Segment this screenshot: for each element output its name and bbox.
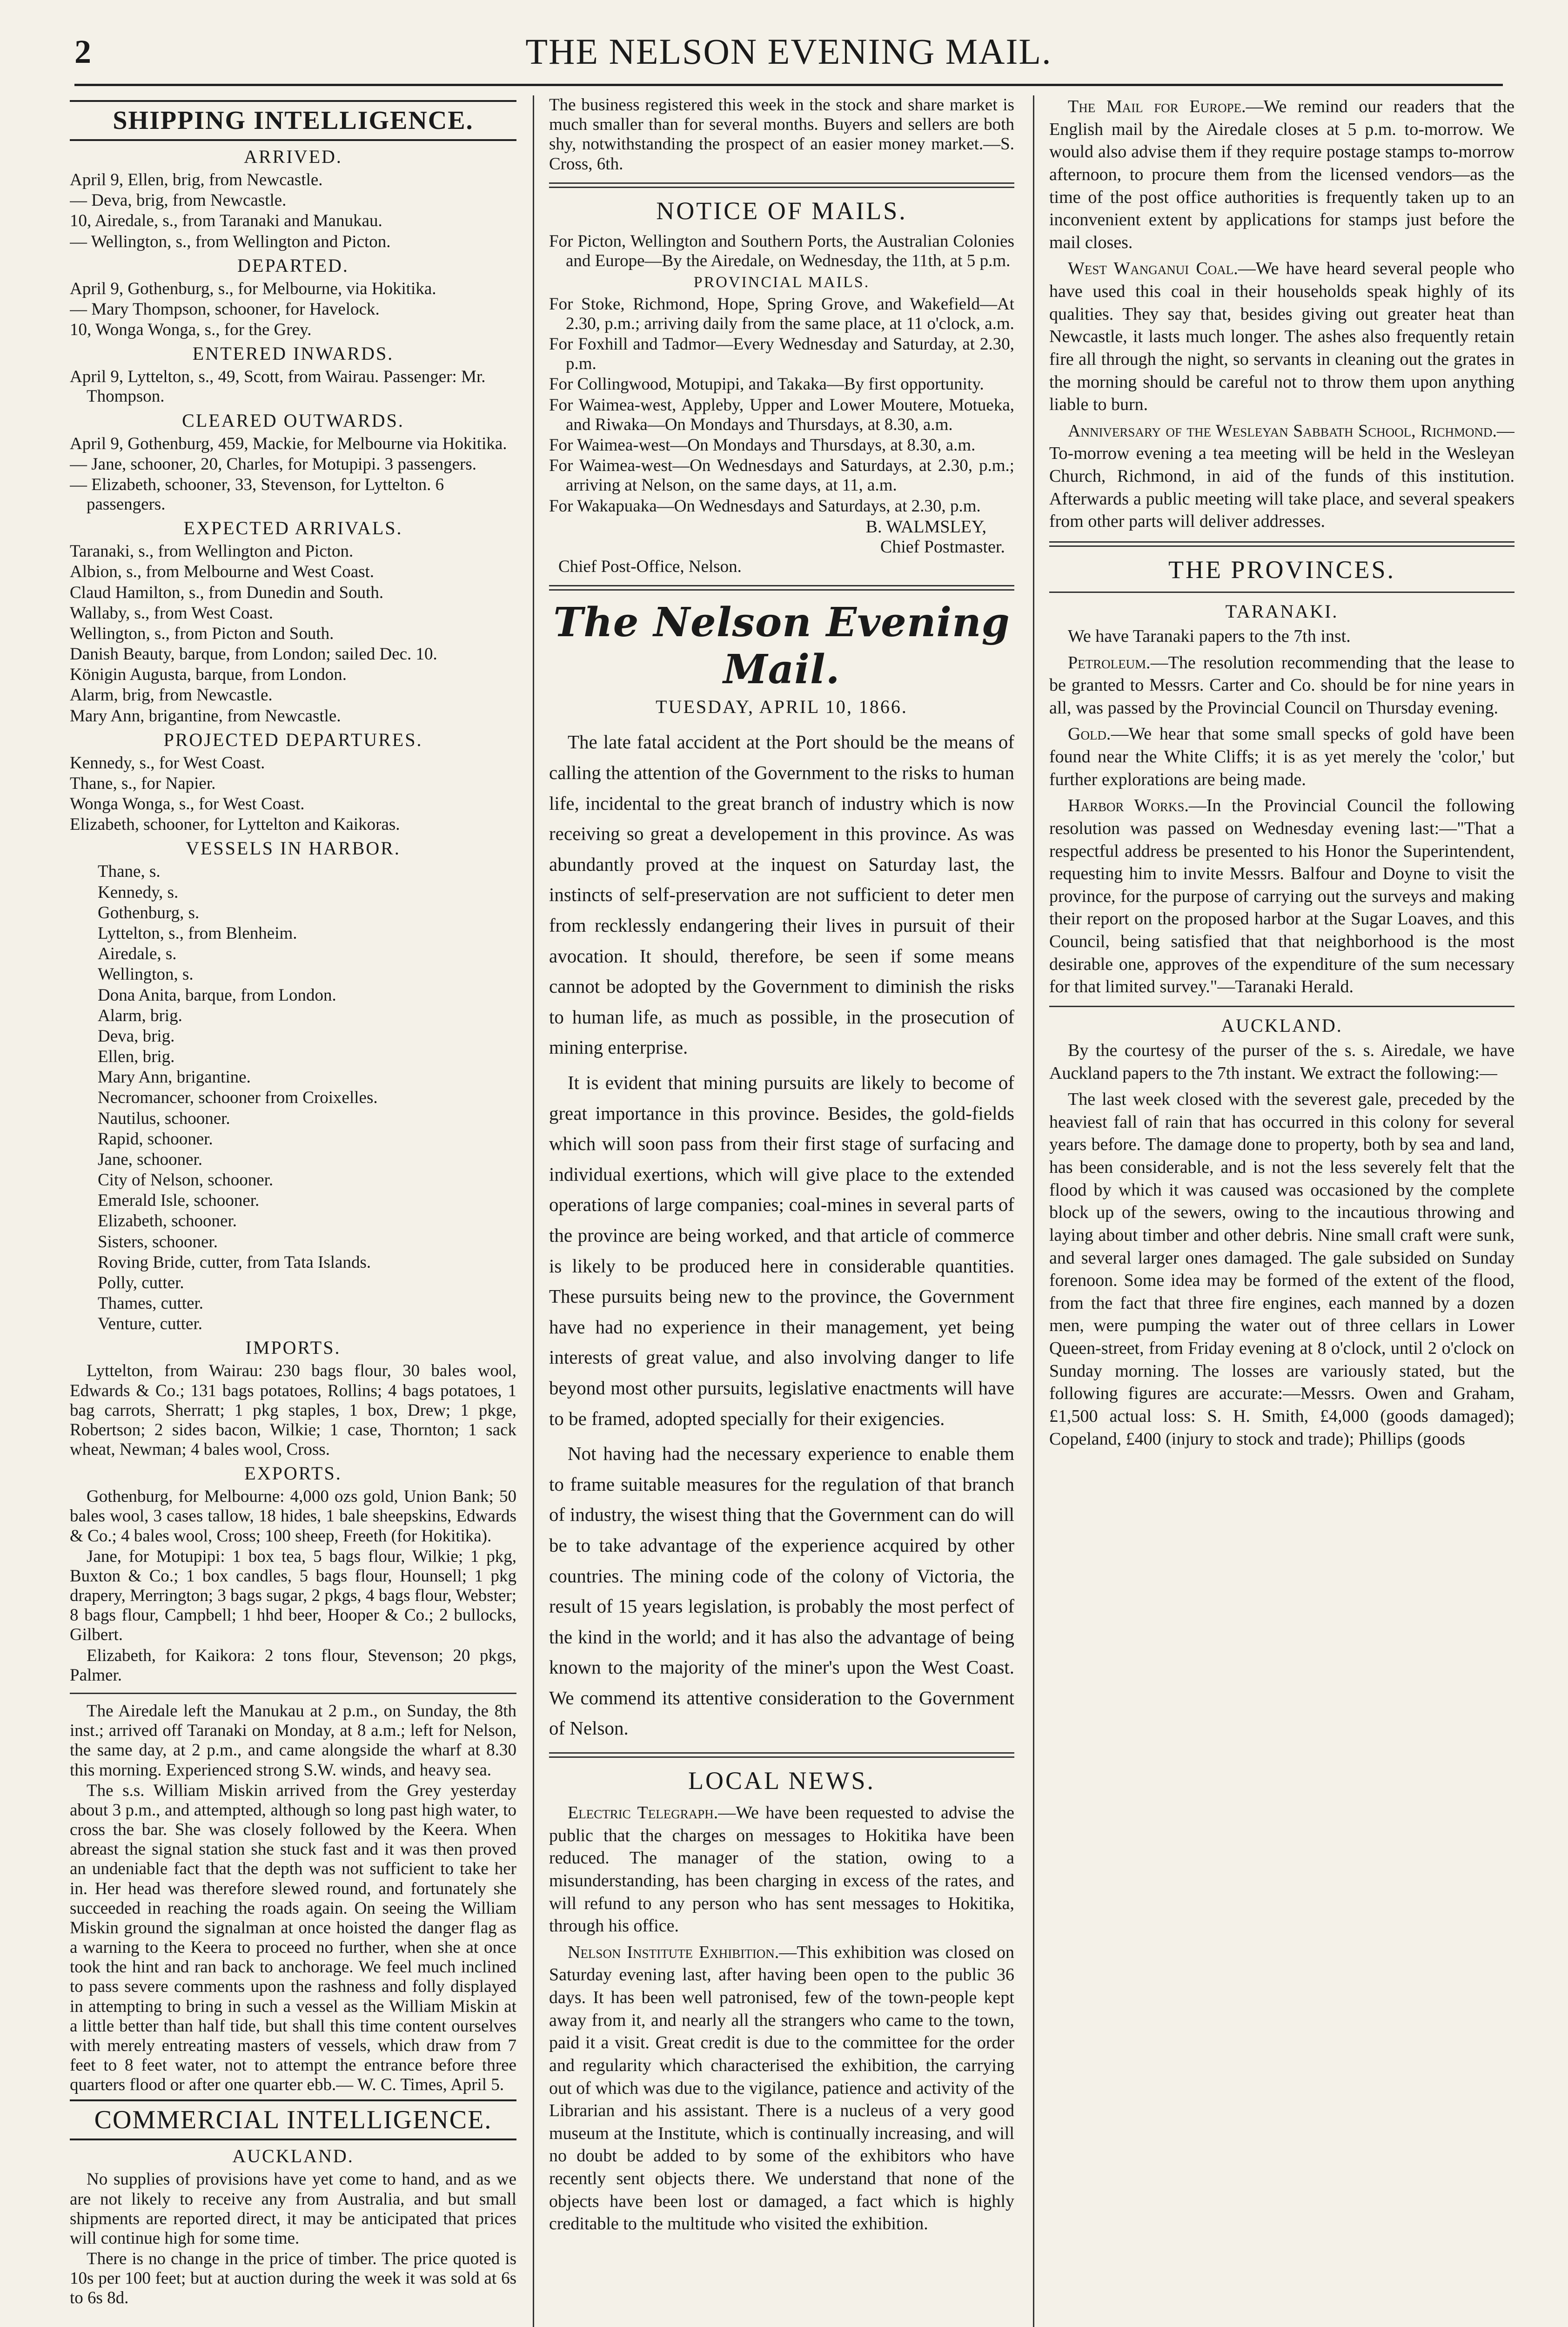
paragraph: Not having had the necessary experience to enable them to frame suitable measures for the regulation of that branch of industry, the wisest thing that the Government can do will be to take advantage of the experience acquired by other countries. The mining code of the colony of Victoria, the result of 15 years legislation, is probably the most perfect of the kind in the world; and it has also the advantage of being known to the majority of the miner's upon the West Coast. We commend its attentive consideration to the Government of Nelson.	[549, 1443, 1014, 1739]
news-item	[549, 1802, 1014, 1937]
paragraph: The last week closed with the severest gale, preceded by the heaviest fall of rain that has occurred in this colony for several years before. The damage done to property, both by sea and land, has been considerable, and is not the less severely felt that the flood by which it was caused was occasioned by the complete block up of the sewers, owing to the incautious throwing and laying about timber and other debris. Nine small craft were sunk, and several larger ones damaged. The gale subsided on Sunday forenoon. Some idea may be formed of the extent of the flood, from the fact that three fire engines, each manned by a dozen men, were pumping the water out of three cellars in Lower Queen-street, from Friday evening at 8 o'clock, until 2 o'clock on Sunday morning. The losses are variously stated, but the following figures are accurate:—Messrs. Owen and Graham, £1,500 actual loss: S. H. Smith, £4,000 (goods damaged); Copeland, £400 (injury to stock and trade); Phillips (goods	[1049, 1090, 1514, 1449]
imports-heading: IMPORTS.	[245, 1337, 341, 1359]
list-item: Alarm, brig, from Newcastle.	[70, 686, 273, 705]
list-item: Gothenburg, for Melbourne: 4,000 ozs gold, Union Bank; 50 bales wool, 3 cases tallow, 18 hides, 1 bale sheepskins, Edwards & Co.; 4 bales wool, Cross; 100 sheep, Freeth (for Hokitika).	[70, 1487, 516, 1546]
news-text: —We remind our readers that the English mail by the Airedale closes at 5 p.m. to-morrow. We would also advise them if they require postage stamps to-morrow afternoon, to procure them from the licensed vendors—as the time of the post office authorities is frequently taken up to an inconvenient extent by applications for stamps just before the mail closes.	[1049, 97, 1514, 252]
section-rule	[1049, 592, 1514, 593]
exports-list	[70, 1487, 516, 1685]
list-item: April 9, Ellen, brig, from Newcastle.	[70, 170, 323, 189]
list-item: 10, Airedale, s., from Taranaki and Manukau.	[70, 211, 382, 231]
news-text: —This exhibition was closed on Saturday evening last, after having been open to the public 36 days. It has been well patronised, few of the town-people kept away from it, and nearly all the strangers who came to the town, paid it a visit. Great credit is due to the committee for the order and regularity which characterised the exhibition, the carrying out of which was due to the vigilance, patience and activity of the Librarian and his assistant. There is a nucleus of a very good museum at the Institute, which is continually increasing, and will no doubt be added to by some of the exhibitors who have recently sent objects there. We understand that none of the objects have been lost or damaged, a fact which is highly creditable to the multitude who visited the exhibition.	[549, 1942, 1014, 2234]
list-item: Airedale, s.	[98, 944, 177, 964]
news-lead: West Wanganui Coal.	[1068, 259, 1238, 279]
local-news-heading: LOCAL NEWS.	[688, 1767, 875, 1795]
list-item: Necromancer, schooner from Croixelles.	[98, 1088, 378, 1108]
list-item: Wellington, s.	[98, 965, 194, 984]
news-lead: Nelson Institute Exhibition.	[568, 1942, 779, 1962]
post-office: Chief Post-Office, Nelson.	[558, 557, 742, 577]
list-item: Mary Ann, brigantine.	[98, 1068, 251, 1087]
mails-body	[549, 232, 1014, 577]
commercial-continued	[549, 95, 1014, 174]
list-item: Gothenburg, s.	[98, 903, 200, 922]
list-item: For Waimea-west—On Mondays and Thursdays, at 8.30, a.m.	[549, 435, 976, 455]
entered-heading: ENTERED INWARDS.	[192, 343, 394, 364]
auckland-heading: AUCKLAND.	[1221, 1015, 1343, 1036]
paragraph: By the courtesy of the purser of the s. s. Airedale, we have Auckland papers to the 7th instant. We extract the following:—	[1049, 1040, 1514, 1083]
news-item	[1049, 420, 1514, 533]
commercial-subheading: AUCKLAND.	[232, 2145, 354, 2167]
list-item: Dona Anita, barque, from London.	[98, 985, 336, 1005]
masthead-rule	[74, 84, 1503, 86]
list-item: Nautilus, schooner.	[98, 1109, 230, 1128]
imports-list	[70, 1361, 516, 1459]
list-item: Polly, cutter.	[98, 1273, 184, 1292]
list-item: Elizabeth, for Kaikora: 2 tons flour, Stevenson; 20 pkgs, Palmer.	[70, 1646, 516, 1685]
signer-name: B. WALMSLEY,	[865, 517, 986, 537]
departed-heading: DEPARTED.	[237, 255, 349, 276]
section-rule	[549, 182, 1014, 188]
news-text: —We have heard several people who have used this coal in their households speak highly of its qualities. They say that, besides giving out greater heat than Newcastle, it lasts much longer. The ashes also frequently retain fire all through the night, so servants in cleaning out the grates in the morning should be careful not to throw them upon anything liable to burn.	[1049, 259, 1514, 415]
list-item: Rapid, schooner.	[98, 1129, 213, 1149]
list-item: Thane, s.	[98, 862, 161, 881]
news-text: —We hear that some small specks of gold have been found near the White Cliffs; it is as yet merely the 'color,' but further explorations are being made.	[1049, 724, 1514, 789]
list-item: 10, Wonga Wonga, s., for the Grey.	[70, 320, 312, 340]
list-item: For Foxhill and Tadmor—Every Wednesday and Saturday, at 2.30, p.m.	[549, 335, 1014, 374]
commercial-heading: COMMERCIAL INTELLIGENCE.	[70, 2099, 516, 2140]
list-item: Sisters, schooner.	[98, 1232, 218, 1251]
taranaki-body	[1049, 625, 1514, 998]
section-rule	[549, 585, 1014, 591]
local-news-body	[549, 1802, 1014, 2235]
paragraph: The business registered this week in the stock and share market is much smaller than for several months. Buyers and sellers are both shy, notwithstanding the prospect of an easier money market.—S. Cross, 6th.	[549, 95, 1014, 174]
column-divider	[1033, 95, 1034, 2327]
local-news-continued	[1049, 95, 1514, 533]
nameplate: The Nelson Evening Mail.	[553, 599, 1010, 693]
news-text: —The resolution recommending that the lease to be granted to Messrs. Carter and Co. should be for nine years in all, was passed by the Provincial Council on Thursday evening.	[1049, 652, 1514, 718]
list-item: Thane, s., for Napier.	[70, 773, 216, 793]
section-rule	[1049, 541, 1514, 547]
paragraph: There is no change in the price of timber. The price quoted is 10s per 100 feet; but at auction during the week it was sold at 6s to 6s 8d.	[70, 2249, 516, 2308]
newspaper-title: THE NELSON EVENING MAIL.	[525, 31, 1052, 72]
list-item: Danish Beauty, barque, from London; sailed Dec. 10.	[70, 645, 437, 664]
section-rule	[70, 1693, 516, 1694]
projected-heading: PROJECTED DEPARTURES.	[163, 729, 423, 750]
paragraph: The s.s. William Miskin arrived from the Grey yesterday about 3 p.m., and attempted, although so long past high water, to cross the bar. She was closely followed by the Keera. When abreast the signal station she stuck fast and it was then proved an undeniable fact that the depth was not sufficient to take her in. Her head was therefore slewed round, and fortunately she succeeded in reaching the roads again. On seeing the William Miskin ground the signalman at once hoisted the danger flag as a warning to the Keera to proceed no further, when she at once took the hint and ran back to anchorage. We feel much inclined to pass severe comments upon the rashness and folly displayed in attempting to bring in such a vessel as the William Miskin at a little better than half tide, but shall this time content ourselves with merely entreating masters of vessels, which draw from 7 feet to 8 feet water, not to attempt the entrance before three quarters flood or after one quarter ebb.— W. C. Times, April 5.	[70, 1781, 516, 2095]
list-item: Wellington, s., from Picton and South.	[70, 624, 334, 643]
auckland-body	[1049, 1039, 1514, 1450]
mails-heading: NOTICE OF MAILS.	[656, 196, 907, 225]
signer-title: Chief Postmaster.	[880, 537, 1005, 557]
arrived-heading: ARRIVED.	[244, 146, 342, 167]
news-item	[549, 1941, 1014, 2235]
news-item	[1049, 652, 1514, 720]
commercial-body	[70, 2170, 516, 2308]
list-item: Albion, s., from Melbourne and West Coast.	[70, 562, 375, 582]
column-3	[1049, 95, 1514, 2327]
list-item: For Waimea-west—On Wednesdays and Saturdays, at 2.30, p.m.; arriving at Nelson, on the same days, at 11, a.m.	[549, 456, 1014, 495]
exports-heading: EXPORTS.	[244, 1463, 342, 1484]
departed-list	[70, 279, 516, 340]
list-item: Taranaki, s., from Wellington and Picton.	[70, 542, 354, 561]
taranaki-heading: TARANAKI.	[1225, 600, 1339, 622]
list-item: For Wakapuaka—On Wednesdays and Saturdays, at 2.30, p.m.	[549, 496, 981, 516]
expected-heading: EXPECTED ARRIVALS.	[183, 518, 403, 539]
column-divider	[533, 95, 534, 2327]
news-item	[1049, 95, 1514, 254]
list-item: City of Nelson, schooner.	[98, 1170, 274, 1190]
paragraph: No supplies of provisions have yet come to hand, and as we are not likely to receive any from Australia, and but small shipments are reported direct, it may be anticipated that prices will continue high for some time.	[70, 2170, 516, 2248]
list-item: Claud Hamilton, s., from Dunedin and South.	[70, 583, 384, 602]
arrived-list	[70, 170, 516, 252]
list-item: — Elizabeth, schooner, 33, Stevenson, for Lyttelton. 6 passengers.	[70, 475, 444, 514]
list-item: Jane, for Motupipi: 1 box tea, 5 bags flour, Wilkie; 1 pkg, Buxton & Co.; 1 box candles, 5 bags flour, Hounsell; 1 pkg drapery, Merrington; 3 bags sugar, 2 pkgs, 4 bags flour, Webster; 8 bags flour, Campbell; 1 hhd beer, Hooper & Co.; 2 bullocks, Gilbert.	[70, 1547, 516, 1645]
shipping-notes	[70, 1702, 516, 2095]
list-item: — Wellington, s., from Wellington and Picton.	[70, 232, 391, 251]
projected-list	[70, 753, 516, 835]
masthead	[74, 28, 1503, 79]
page-number: 2	[74, 33, 91, 70]
list-item: Elizabeth, schooner, for Lyttelton and Kaikoras.	[70, 815, 400, 834]
list-item: Jane, schooner.	[98, 1150, 203, 1169]
list-item: Emerald Isle, schooner.	[98, 1191, 260, 1211]
provincial-mails-heading: PROVINCIAL MAILS.	[693, 274, 870, 291]
list-item: Kennedy, s., for West Coast.	[70, 753, 265, 773]
list-item: Kennedy, s.	[98, 882, 179, 902]
paragraph: The Airedale left the Manukau at 2 p.m., on Sunday, the 8th inst.; arrived off Taranaki on Monday, at 8 a.m.; left for Nelson, the same day, at 2 p.m., and came alongside the wharf at 8.30 this morning. Experienced strong S.W. winds, and heavy sea.	[70, 1702, 516, 1780]
list-item: — Jane, schooner, 20, Charles, for Motupipi. 3 passengers.	[70, 454, 477, 474]
list-item: Wallaby, s., from West Coast.	[70, 603, 273, 623]
list-item: — Mary Thompson, schooner, for Havelock.	[70, 299, 380, 319]
list-item: Venture, cutter.	[98, 1314, 202, 1334]
cleared-heading: CLEARED OUTWARDS.	[182, 410, 404, 431]
dateline: TUESDAY, APRIL 10, 1866.	[656, 696, 908, 718]
paragraph: We have Taranaki papers to the 7th inst.	[1068, 626, 1351, 646]
news-lead: Gold.	[1068, 724, 1111, 744]
news-lead: Harbor Works.	[1068, 796, 1189, 816]
news-lead: Anniversary of the Wesleyan Sabbath School, Richmond.	[1068, 421, 1497, 441]
harbor-list	[70, 862, 516, 1334]
list-item: For Collingwood, Motupipi, and Takaka—By first opportunity.	[549, 375, 984, 394]
news-text: —To-morrow evening a tea meeting will be held in the Wesleyan Church, Richmond, in aid of the funds of this institution. Afterwards a public meeting will take place, and several speakers from other parts will deliver addresses.	[1049, 421, 1514, 531]
list-item: Ellen, brig.	[98, 1047, 175, 1067]
list-item: Königin Augusta, barque, from London.	[70, 665, 347, 685]
shipping-heading: SHIPPING INTELLIGENCE.	[70, 100, 516, 141]
column-1	[70, 95, 516, 2327]
list-item: Deva, brig.	[98, 1026, 175, 1046]
list-item: April 9, Gothenburg, s., for Melbourne, via Hokitika.	[70, 279, 436, 298]
section-rule	[549, 1752, 1014, 1758]
news-text: —We have been requested to advise the public that the charges on messages to Hokitika have been reduced. The manager of the station, owing to a misunderstanding, has been charging in excess of the rates, and will refund to any person who has sent messages to Hokitika, through his office.	[549, 1803, 1014, 1936]
list-item: Mary Ann, brigantine, from Newcastle.	[70, 706, 341, 726]
list-item: Wonga Wonga, s., for West Coast.	[70, 794, 305, 814]
list-item: For Stoke, Richmond, Hope, Spring Grove, and Wakefield—At 2.30, p.m.; arriving daily from the same place, at 11 o'clock, a.m.	[549, 294, 1014, 333]
cleared-list	[70, 434, 516, 515]
news-lead: The Mail for Europe.	[1068, 97, 1246, 116]
paragraph: For Picton, Wellington and Southern Ports, the Australian Colonies and Europe—By the Airedale, on Wednesday, the 11th, at 5 p.m.	[549, 231, 1014, 270]
list-item: Elizabeth, schooner.	[98, 1211, 237, 1231]
news-item	[1049, 723, 1514, 791]
news-item	[1049, 257, 1514, 416]
section-rule	[1049, 1006, 1514, 1007]
editorial-body	[549, 727, 1014, 1744]
provinces-heading: THE PROVINCES.	[1168, 555, 1396, 584]
news-lead: Petroleum.	[1068, 652, 1151, 673]
harbor-heading: VESSELS IN HARBOR.	[186, 838, 401, 859]
news-text: —In the Provincial Council the following resolution was passed on Wednesday evening last:—"That a respectful address be presented to his Honor the Superintendent, requesting him to invite Messrs. Balfour and Doyne to visit the province, for the purpose of carrying out the surveys and making their report on the proposed harbor at the Sugar Loaves, and this Council, being satisfied that that neighborhood is the most desirable one, approves of the expenditure of the sum necessary for that limited survey."—Taranaki Herald.	[1049, 796, 1514, 997]
paragraph: It is evident that mining pursuits are likely to become of great importance in this province. Besides, the gold-fields which will soon pass from their first stage of surfacing and individual exertions, which will give place to the extended operations of large companies; coal-mines in several parts of the province are being worked, and that article of commerce is likely to be produced here in considerable quantities. These pursuits being new to the province, the Government have had no experience in their management, yet being interests of great value, and also involving danger to life beyond most other pursuits, legislative enactments will have to be framed, adopted specially for their exigencies.	[549, 1072, 1014, 1429]
list-item: April 9, Lyttelton, s., 49, Scott, from Wairau. Passenger: Mr. Thompson.	[70, 367, 486, 406]
list-item: Lyttelton, from Wairau: 230 bags flour, 30 bales wool, Edwards & Co.; 131 bags potatoes, Rollins; 4 bags potatoes, 1 bag carrots, Sherratt; 1 pkg staples, 1 box, Drew; 1 pkge, Robertson; 2 sides bacon, Wilkie; 1 case, Thornton; 1 sack wheat, Newman; 4 bales wool, Cross.	[70, 1361, 516, 1459]
list-item: Thames, cutter.	[98, 1294, 204, 1313]
list-item: April 9, Gothenburg, 459, Mackie, for Melbourne via Hokitika.	[70, 434, 507, 453]
news-lead: Electric Telegraph.	[568, 1803, 718, 1823]
entered-list	[70, 367, 516, 406]
column-2	[549, 95, 1014, 2327]
list-item: Lyttelton, s., from Blenheim.	[98, 923, 297, 943]
paragraph: The late fatal accident at the Port should be the means of calling the attention of the Government to the risks to human life, incidental to the great branch of industry which is now receiving so great a developement in this province. As was abundantly proved at the inquest on Saturday last, the instincts of self-preservation are not sufficient to deter men from recklessly endangering their lives in pursuit of their avocation. It should, therefore, be seen if some means cannot be adopted by the Government to diminish the risks to human life, as much as possible, in the prosecution of mining enterprise.	[549, 731, 1014, 1058]
list-item: Alarm, brig.	[98, 1006, 182, 1025]
news-item	[1049, 794, 1514, 998]
list-item: Roving Bride, cutter, from Tata Islands.	[98, 1252, 371, 1272]
list-item: — Deva, brig, from Newcastle.	[70, 191, 287, 210]
list-item: For Waimea-west, Appleby, Upper and Lower Moutere, Motueka, and Riwaka—On Mondays and Thursdays, at 8.30, a.m.	[549, 395, 1014, 434]
expected-list	[70, 542, 516, 726]
